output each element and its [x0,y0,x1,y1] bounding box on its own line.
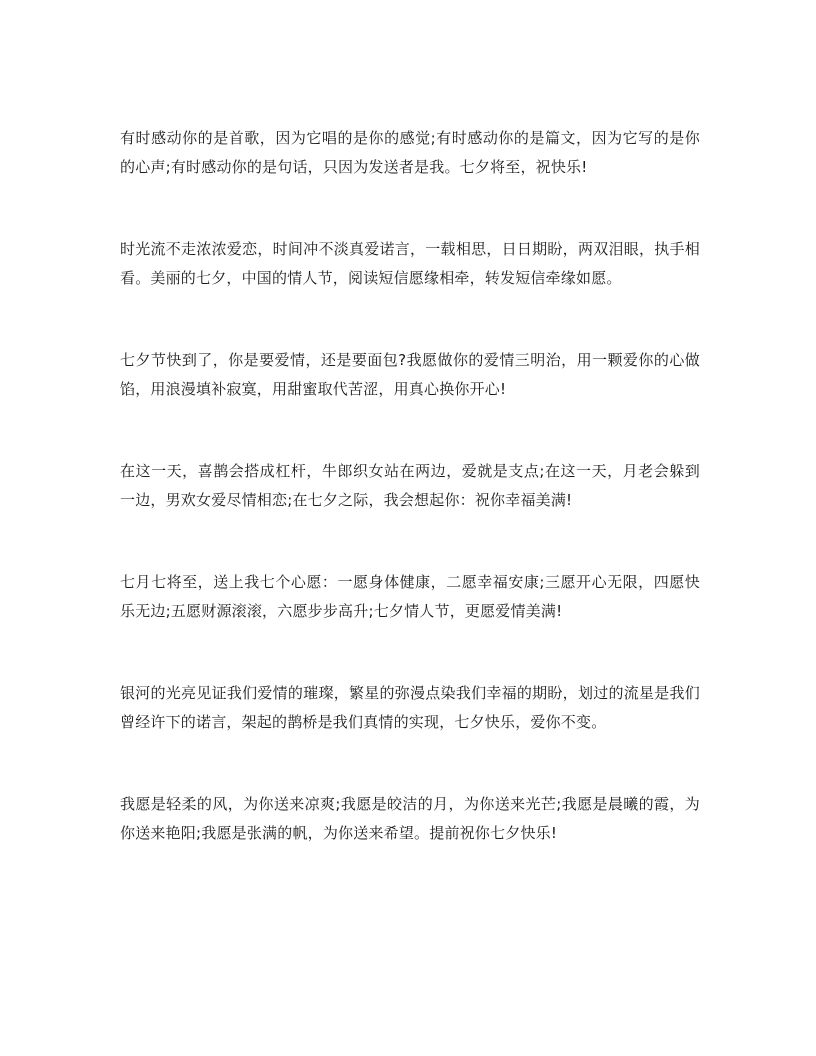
paragraph-5: 七月七将至，送上我七个心愿：一愿身体健康，二愿幸福安康;三愿开心无限，四愿快乐无边;五愿财源滚滚，六愿步步高升;七夕情人节，更愿爱情美满! [120,573,700,620]
paragraph-7: 我愿是轻柔的风，为你送来凉爽;我愿是皎洁的月，为你送来光芒;我愿是晨曦的霞，为你送来艳阳;我愿是张满的帆，为你送来希望。提前祝你七夕快乐! [120,795,700,842]
document-body [120,124,700,848]
paragraph-1: 有时感动你的是首歌，因为它唱的是你的感觉;有时感动你的是篇文，因为它写的是你的心声;有时感动你的是句话，只因为发送者是我。七夕将至，祝快乐! [120,129,700,176]
paragraph-4: 在这一天，喜鹊会搭成杠杆，牛郎织女站在两边，爱就是支点;在这一天，月老会躲到一边，男欢女爱尽情相恋;在七夕之际，我会想起你：祝你幸福美满! [120,462,700,509]
paragraph-3: 七夕节快到了，你是要爱情，还是要面包?我愿做你的爱情三明治，用一颗爱你的心做馅，用浪漫填补寂寞，用甜蜜取代苦涩，用真心换你开心! [120,351,700,398]
paragraph-2: 时光流不走浓浓爱恋，时间冲不淡真爱诺言，一载相思，日日期盼，两双泪眼，执手相看。美丽的七夕，中国的情人节，阅读短信愿缘相牵，转发短信牵缘如愿。 [120,240,700,287]
paragraph-6: 银河的光亮见证我们爱情的璀璨，繁星的弥漫点染我们幸福的期盼，划过的流星是我们曾经许下的诺言，架起的鹊桥是我们真情的实现，七夕快乐，爱你不变。 [120,684,700,731]
